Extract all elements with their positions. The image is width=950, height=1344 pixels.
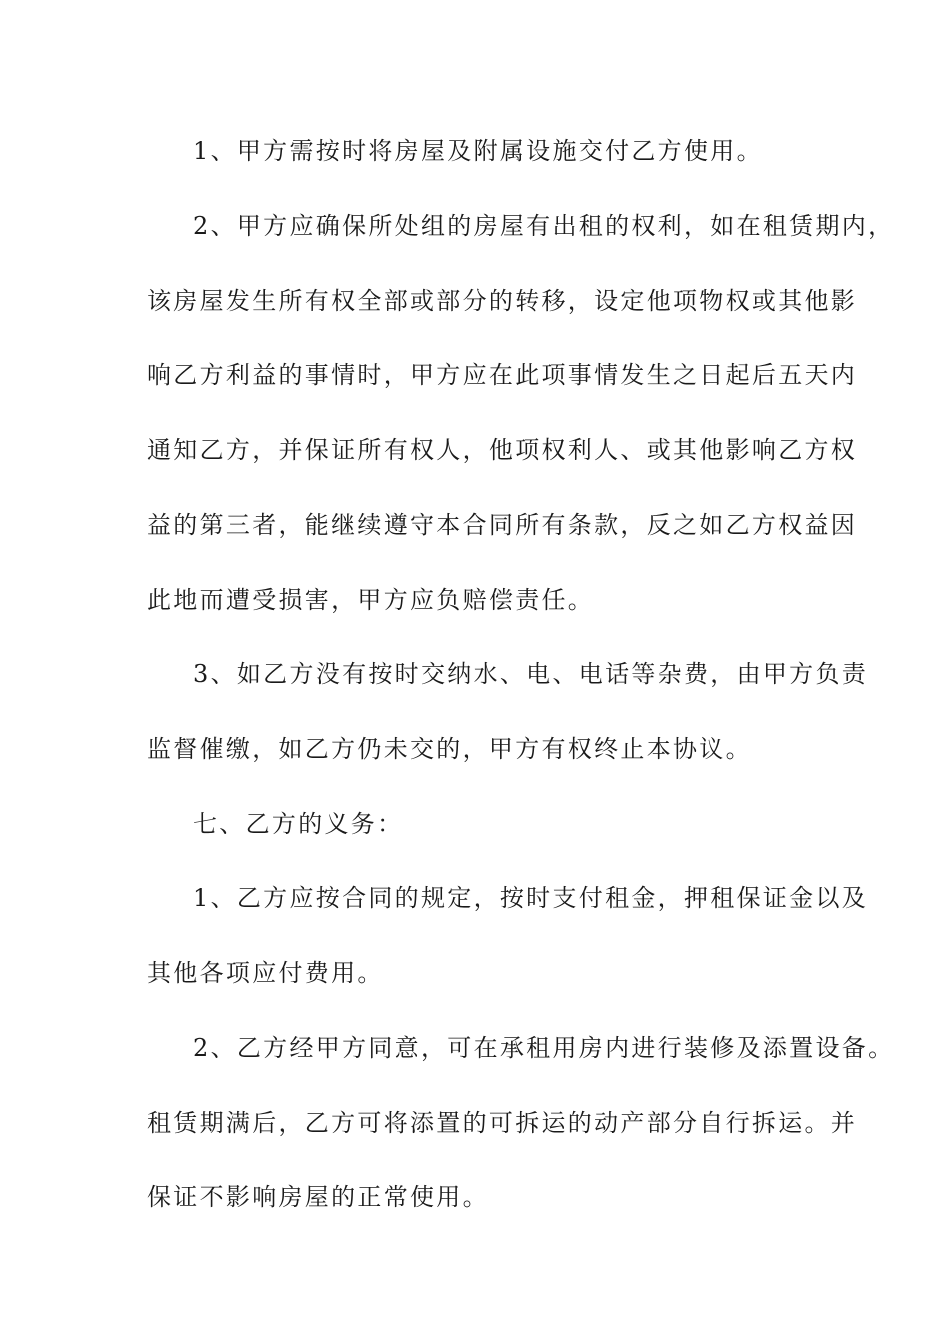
paragraph-line: 其他各项应付费用。 bbox=[147, 959, 384, 987]
paragraph-line: 此地而遭受损害，甲方应负赔偿责任。 bbox=[147, 586, 595, 614]
paragraph-line: 该房屋发生所有权全部或部分的转移，设定他项物权或其他影 bbox=[147, 287, 858, 315]
paragraph-line: 1、甲方需按时将房屋及附属设施交付乙方使用。 bbox=[193, 137, 763, 165]
paragraph-line: 通知乙方，并保证所有权人，他项权利人、或其他影响乙方权 bbox=[147, 436, 858, 464]
paragraph-line: 响乙方利益的事情时，甲方应在此项事情发生之日起后五天内 bbox=[147, 361, 858, 389]
paragraph-line: 益的第三者，能继续遵守本合同所有条款，反之如乙方权益因 bbox=[147, 511, 858, 539]
paragraph-line: 保证不影响房屋的正常使用。 bbox=[147, 1183, 489, 1211]
paragraph-line: 1、乙方应按合同的规定，按时支付租金，押租保证金以及 bbox=[193, 884, 869, 912]
section-heading: 七、乙方的义务： bbox=[193, 810, 404, 838]
paragraph-line: 3、如乙方没有按时交纳水、电、电话等杂费，由甲方负责 bbox=[193, 660, 869, 688]
paragraph-line: 2、甲方应确保所处组的房屋有出租的权利，如在租赁期内， bbox=[193, 212, 895, 240]
paragraph-line: 监督催缴，如乙方仍未交的，甲方有权终止本协议。 bbox=[147, 735, 752, 763]
paragraph-line: 租赁期满后，乙方可将添置的可拆运的动产部分自行拆运。并 bbox=[147, 1109, 858, 1137]
paragraph-line: 2、乙方经甲方同意，可在承租用房内进行装修及添置设备。 bbox=[193, 1034, 895, 1062]
